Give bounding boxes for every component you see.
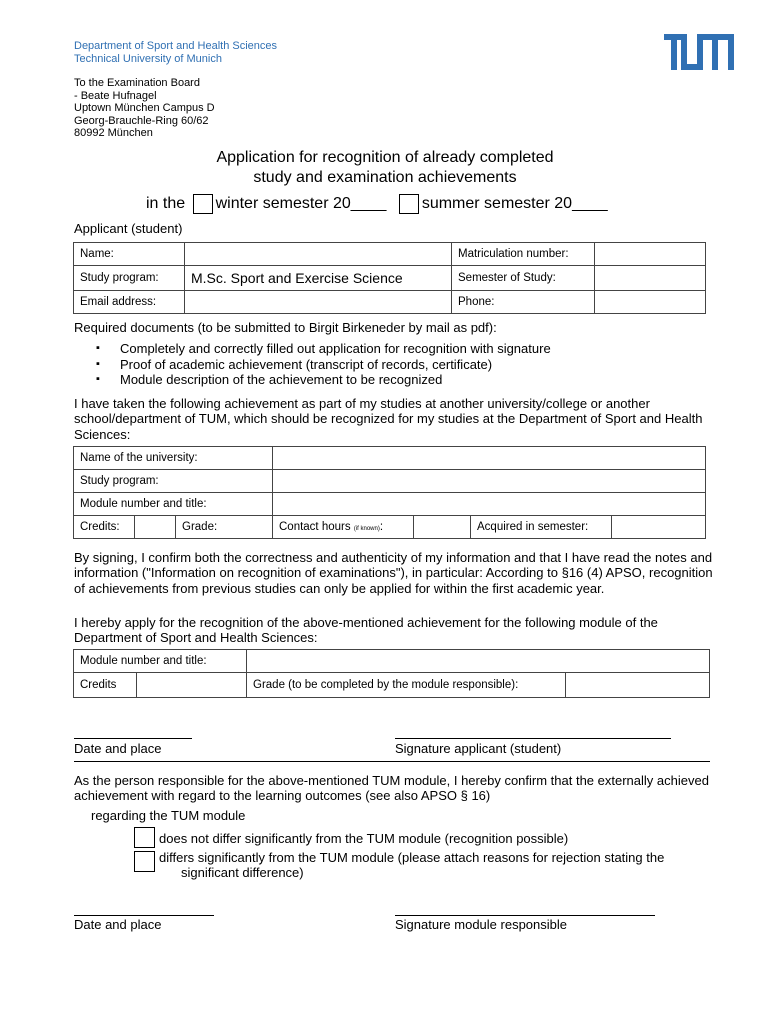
address-block	[74, 77, 215, 140]
university-name-field[interactable]	[273, 447, 706, 470]
form-title	[0, 148, 770, 188]
address-line: - Beate Hufnagel	[74, 89, 157, 102]
required-documents	[74, 320, 724, 387]
divider	[74, 761, 710, 762]
achievement-table	[73, 446, 706, 539]
contact-hours-field[interactable]	[414, 516, 471, 539]
differs-checkbox[interactable]	[134, 851, 155, 872]
applicant-heading: Applicant (student)	[74, 221, 183, 236]
module-title-label: Module number and title:	[74, 650, 247, 673]
differs-label-line: differs significantly from the TUM module (please attach reasons for rejection stating the	[159, 850, 665, 865]
email-field[interactable]	[185, 291, 452, 314]
address-line: To the Examination Board	[74, 77, 200, 89]
contact-hours-colon: :	[379, 521, 384, 533]
credits-field[interactable]	[137, 673, 247, 698]
university-name: Technical University of Munich	[74, 53, 222, 65]
summer-semester-label: summer semester 20____	[421, 195, 608, 212]
name-label: Name:	[74, 243, 185, 266]
applicant-signature-line[interactable]	[395, 738, 671, 739]
semester-selector	[146, 193, 608, 215]
name-field[interactable]	[185, 243, 452, 266]
department-name: Department of Sport and Health Sciences	[74, 40, 278, 52]
acquired-semester-label: Acquired in semester:	[471, 516, 612, 539]
study-program-field[interactable]: M.Sc. Sport and Exercise Science	[185, 266, 452, 291]
credits-label: Credits	[74, 673, 137, 698]
regarding-label: regarding the TUM module	[91, 808, 246, 823]
semester-of-study-field[interactable]	[595, 266, 706, 291]
applicant-table	[73, 242, 706, 314]
matriculation-label: Matriculation number:	[452, 243, 595, 266]
taken-statement: I have taken the following achievement as part of my studies at another university/college or another school/department of TUM, which should be recognized for my studies at the Department of Sport and Health Sciences:	[74, 396, 703, 442]
department-block	[74, 40, 277, 66]
tum-logo	[664, 34, 734, 70]
responsible-signature-label: Signature module responsible	[395, 917, 567, 932]
study-program-label: Study program:	[74, 470, 273, 493]
title-line: study and examination achievements	[253, 169, 517, 186]
module-label: Module number and title:	[74, 493, 273, 516]
contact-hours-label: Contact hours	[279, 521, 351, 533]
grade-responsible-label: Grade (to be completed by the module responsible):	[247, 673, 566, 698]
phone-label: Phone:	[452, 291, 595, 314]
differs-label	[159, 850, 664, 881]
winter-semester-checkbox[interactable]	[193, 194, 213, 214]
date-place-line[interactable]	[74, 738, 192, 739]
applicant-signature-label: Signature applicant (student)	[395, 741, 562, 756]
apply-statement: I hereby apply for the recognition of the above-mentioned achievement for the following module of the Department of Sport and Health Sciences:	[74, 615, 658, 646]
semester-prefix: in the	[146, 195, 186, 212]
date-place-line[interactable]	[74, 915, 214, 916]
address-line: Uptown München Campus D	[74, 102, 215, 115]
matriculation-field[interactable]	[595, 243, 706, 266]
module-field[interactable]	[273, 493, 706, 516]
date-place-label: Date and place	[74, 741, 162, 756]
date-place-label: Date and place	[74, 917, 162, 932]
no-difference-checkbox[interactable]	[134, 827, 155, 848]
module-title-field[interactable]	[247, 650, 710, 673]
credits-field[interactable]	[135, 516, 176, 539]
list-item: ▪ Proof of academic achievement (transcript of records, certificate)	[74, 357, 724, 372]
contact-hours-note: (if known)	[353, 526, 380, 532]
grade-label: Grade:	[182, 521, 218, 533]
grade-responsible-field[interactable]	[566, 673, 710, 698]
list-item: ▪ Module description of the achievement to be recognized	[74, 372, 724, 387]
email-label: Email address:	[74, 291, 185, 314]
winter-semester-label: winter semester 20____	[215, 195, 387, 212]
list-item: ▪ Completely and correctly filled out application for recognition with signature	[74, 341, 724, 356]
phone-field[interactable]	[595, 291, 706, 314]
study-program-field[interactable]	[273, 470, 706, 493]
study-program-label: Study program:	[74, 266, 185, 291]
summer-semester-checkbox[interactable]	[399, 194, 419, 214]
title-line: Application for recognition of already completed	[216, 149, 554, 166]
differs-label-line: significant difference)	[181, 865, 304, 881]
responsible-signature-line[interactable]	[395, 915, 655, 916]
acquired-semester-field[interactable]	[612, 516, 706, 539]
responsible-statement: As the person responsible for the above-mentioned TUM module, I hereby confirm that the externally achieved achievement with regard to the learning outcomes (see also APSO § 16)	[74, 773, 709, 804]
address-line: Georg-Brauchle-Ring 60/62	[74, 114, 209, 127]
signing-statement: By signing, I confirm both the correctness and authenticity of my information and that I have read the notes and information ("Information on recognition of examinations"), in particular: According to §16 (4) APSO, recognition of achievements from previous studies can only be applied for within the first academic year.	[74, 550, 713, 596]
semester-of-study-label: Semester of Study:	[452, 266, 595, 291]
module-table	[73, 649, 710, 698]
university-name-label: Name of the university:	[74, 447, 273, 470]
address-line: 80992 München	[74, 127, 153, 140]
required-list	[74, 341, 724, 387]
required-heading: Required documents (to be submitted to Birgit Birkeneder by mail as pdf):	[74, 320, 497, 335]
no-difference-label: does not differ significantly from the TUM module (recognition possible)	[159, 831, 569, 846]
credits-label: Credits:	[74, 516, 135, 539]
